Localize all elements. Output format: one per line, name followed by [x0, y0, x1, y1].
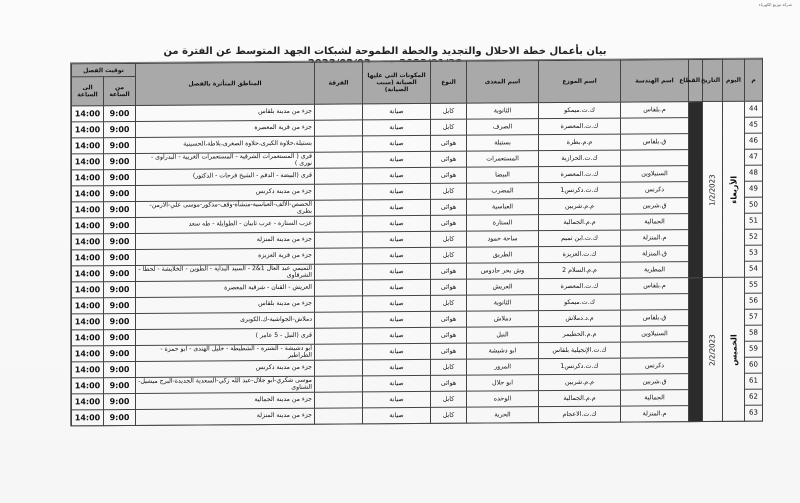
header-from: من الساعة [104, 76, 136, 105]
row-number: 46 [745, 133, 763, 149]
header-feeder: اسم المغذى [467, 61, 539, 104]
from-time-cell: 9:00 [104, 329, 136, 345]
components-cell: صيانة [363, 119, 431, 135]
type-cell: كابل [431, 183, 467, 199]
row-number: 54 [745, 261, 763, 277]
schedule-body [72, 101, 763, 426]
components-cell: صيانة [363, 167, 431, 183]
row-number: 57 [745, 309, 763, 325]
section-cell [315, 136, 363, 152]
to-time-cell: 14:00 [72, 218, 104, 234]
row-number: 49 [745, 181, 763, 197]
feeder-cell: دملاش [467, 311, 539, 328]
areas-cell: دملاش-الجواشية-ك.الكوبرى [136, 312, 315, 329]
components-cell: صيانة [363, 247, 431, 263]
feeder-cell: الحرية [467, 407, 539, 424]
type-cell: هوائى [431, 327, 467, 343]
type-cell: هوائى [431, 215, 467, 231]
date-cell: 2/2/2023 [703, 277, 723, 421]
distributor-cell: ك.ت.ميمكو [539, 102, 621, 119]
areas-cell: جزء من مدينة بلقاس [136, 296, 315, 313]
feeder-cell: المرور [467, 359, 539, 376]
components-cell: صيانة [363, 327, 431, 343]
from-time-cell: 9:00 [104, 377, 136, 393]
distributor-cell: ك.ت.الإنجيلية بلقاس [539, 342, 621, 359]
components-cell: صيانة [363, 151, 431, 167]
engineering-cell [621, 342, 689, 358]
section-cell [315, 216, 363, 232]
document-title: بيان بأعمال خطة الاحلال والتجديد والخطة الطموحة لشبكات الجهد المتوسط عن الفترة من [163, 46, 607, 57]
to-time-cell: 14:00 [72, 410, 104, 426]
feeder-cell: الستارة [467, 215, 539, 232]
components-cell: صيانة [363, 375, 431, 391]
header-section: الفرقة [315, 62, 363, 104]
engineering-cell: السنبلاوين [621, 166, 689, 182]
engineering-cell: م.بلقاس [621, 102, 689, 118]
distributor-cell: م.م.الجمالية [539, 390, 621, 407]
feeder-cell: المستعمرات [467, 151, 539, 168]
to-time-cell: 14:00 [72, 106, 104, 122]
distributor-cell: ك.ت.ميمكو [539, 294, 621, 311]
to-time-cell: 14:00 [72, 394, 104, 410]
feeder-cell: الوحده [467, 391, 539, 408]
engineering-cell: دكرنس [621, 182, 689, 198]
to-time-cell: 14:00 [72, 266, 104, 282]
to-time-cell: 14:00 [72, 362, 104, 378]
from-time-cell: 9:00 [104, 137, 136, 153]
section-cell [315, 248, 363, 264]
from-time-cell: 9:00 [104, 313, 136, 329]
components-cell: صيانة [363, 359, 431, 375]
type-cell: هوائى [431, 343, 467, 359]
type-cell: كابل [431, 295, 467, 311]
header-day: اليوم [723, 59, 745, 101]
row-number: 50 [745, 197, 763, 213]
section-cell [315, 328, 363, 344]
type-cell: هوائى [431, 151, 467, 167]
day-cell: الأربعاء [723, 101, 745, 277]
row-number: 58 [745, 325, 763, 341]
section-cell [315, 232, 363, 248]
row-number: 53 [745, 245, 763, 261]
feeder-cell: ابو جلال [467, 375, 539, 392]
to-time-cell: 14:00 [72, 250, 104, 266]
engineering-cell: الجمالية [621, 390, 689, 406]
to-time-cell: 14:00 [72, 314, 104, 330]
row-number: 60 [745, 357, 763, 373]
from-time-cell: 9:00 [104, 393, 136, 409]
section-cell [315, 104, 363, 120]
areas-cell: قرى (البيضة - الدقم - الشيخ فرحات - الدكتور) [136, 168, 315, 185]
from-time-cell: 9:00 [104, 281, 136, 297]
feeder-cell: الصرف [467, 119, 539, 136]
areas-cell: ابو دشيشة - الشترة - الشطيطة - خليل الهندى - ابو حمزة - الطراطير [136, 344, 315, 361]
row-number: 55 [745, 277, 763, 293]
feeder-cell: الثانوية [467, 103, 539, 120]
engineering-cell: دكرنس [621, 358, 689, 374]
areas-cell: العريش - القنان - شرقية المعصرة [136, 280, 315, 297]
header-type: النوع [431, 61, 467, 103]
type-cell: كابل [431, 119, 467, 135]
engineering-cell: ق.بلقاس [621, 134, 689, 150]
components-cell: صيانة [363, 279, 431, 295]
to-time-cell: 14:00 [72, 282, 104, 298]
distributor-cell: م.م.شربين [539, 198, 621, 215]
section-cell [315, 408, 363, 424]
day-cell: الخميس [723, 277, 745, 421]
components-cell: صيانة [363, 263, 431, 279]
from-time-cell: 9:00 [104, 169, 136, 185]
engineering-cell [621, 150, 689, 166]
areas-cell: جزء من مدينة المنزلة [136, 408, 315, 425]
from-time-cell: 9:00 [104, 185, 136, 201]
to-time-cell: 14:00 [72, 378, 104, 394]
feeder-cell: المضرب [467, 183, 539, 200]
section-cell [315, 168, 363, 184]
components-cell: صيانة [363, 103, 431, 119]
header-sector: القطاع [689, 60, 703, 102]
engineering-cell: م.المنزلة [621, 230, 689, 246]
areas-cell: جزء من قرية المعصرة [136, 120, 315, 137]
to-time-cell: 14:00 [72, 202, 104, 218]
from-time-cell: 9:00 [104, 153, 136, 169]
from-time-cell: 9:00 [104, 265, 136, 281]
from-time-cell: 9:00 [104, 105, 136, 121]
feeder-cell: ابو دشيشة [467, 343, 539, 360]
distributor-cell: ك.ت.المعصرة [539, 166, 621, 183]
distributor-cell: م.م.الحطيمر [539, 326, 621, 343]
from-time-cell: 9:00 [104, 297, 136, 313]
letterhead: شركة توزيع الكهرباء [758, 2, 792, 7]
row-number: 51 [745, 213, 763, 229]
section-cell [315, 184, 363, 200]
type-cell: هوائى [431, 263, 467, 279]
type-cell: هوائى [431, 199, 467, 215]
distributor-cell: ك.ت.ابن تميم [539, 230, 621, 247]
to-time-cell: 14:00 [72, 186, 104, 202]
section-cell [315, 376, 363, 392]
areas-cell: بستيلة،حلاوة الكبرى،حلاوة الصغرى،بلاطة،الحسينية [136, 136, 315, 153]
header-distributor: اسم الموزع [539, 60, 621, 103]
to-time-cell: 14:00 [72, 122, 104, 138]
distributor-cell: م.د.دملاش [539, 310, 621, 327]
table-header-row [72, 59, 763, 77]
feeder-cell: العريش [467, 279, 539, 296]
distributor-cell: م.م.شربين [539, 374, 621, 391]
areas-cell: جزء من مدينة دكرنس [136, 360, 315, 377]
type-cell: كابل [431, 247, 467, 263]
areas-cell: جزء من مدينة المنزلة [136, 232, 315, 249]
areas-cell: الحصص-الألف-العباسية-منشأة-وقف-مدكور-موسى علي-الارمن-بطرى [136, 200, 315, 217]
distributor-cell: ك.ت.المعصرة [539, 278, 621, 295]
areas-cell: جزء من مدينة دكرنس [136, 184, 315, 201]
areas-cell: موسى شكري-ابو جلال-عبد الله زكي-السعدية الجديدة-البرج ميشيل-الشناوى [136, 376, 315, 393]
section-cell [315, 152, 363, 168]
type-cell: كابل [431, 407, 467, 423]
feeder-cell: الثانوية [467, 295, 539, 312]
from-time-cell: 9:00 [104, 361, 136, 377]
to-time-cell: 14:00 [72, 138, 104, 154]
distributor-cell: ك.ت.المعصرة [539, 118, 621, 135]
row-number: 52 [745, 229, 763, 245]
table-row [72, 405, 763, 426]
engineering-cell: ق.شربين [621, 374, 689, 390]
components-cell: صيانة [363, 407, 431, 423]
row-number: 47 [745, 149, 763, 165]
distributor-cell: م.م.الجمالية [539, 214, 621, 231]
feeder-cell: النيل [467, 327, 539, 344]
type-cell: كابل [431, 231, 467, 247]
areas-cell: قرى ( المستعمرات الشرقية - المستعمرات الغربية - البدراوى - نورى ) [136, 152, 315, 169]
engineering-cell: م.بلقاس [621, 278, 689, 294]
distributor-cell: ك.ت.الاعجام [539, 406, 621, 423]
row-number: 62 [745, 389, 763, 405]
feeder-cell: ساحة حمود [467, 231, 539, 248]
components-cell: صيانة [363, 215, 431, 231]
from-time-cell: 9:00 [104, 217, 136, 233]
header-date: التاريخ [703, 59, 723, 101]
engineering-cell: السنبلاوين [621, 326, 689, 342]
header-cutoff: توقيت الفصل [72, 63, 136, 76]
row-number: 56 [745, 293, 763, 309]
to-time-cell: 14:00 [72, 154, 104, 170]
row-number: 45 [745, 117, 763, 133]
components-cell: صيانة [363, 183, 431, 199]
type-cell: كابل [431, 359, 467, 375]
to-time-cell: 14:00 [72, 170, 104, 186]
type-cell: كابل [431, 103, 467, 119]
distributor-cell: م.م.السلام 2 [539, 262, 621, 279]
engineering-cell: الجمالية [621, 214, 689, 230]
engineering-cell: المطرية [621, 262, 689, 278]
header-num: م [745, 59, 763, 101]
type-cell: هوائى [431, 167, 467, 183]
section-cell [315, 264, 363, 280]
section-cell [315, 344, 363, 360]
type-cell: هوائى [431, 375, 467, 391]
header-components: المكونات التي عليها الصيانة (سبب الصيانة) [363, 61, 431, 103]
distributor-cell: م.م.بطرة [539, 134, 621, 151]
distributor-cell: ك.ت.دكرنس1 [539, 358, 621, 375]
feeder-cell: بستيلة [467, 135, 539, 152]
areas-cell: قرى (النيل - 5 عامر ) [136, 328, 315, 345]
components-cell: صيانة [363, 391, 431, 407]
from-time-cell: 9:00 [104, 233, 136, 249]
section-cell [315, 296, 363, 312]
section-cell [315, 120, 363, 136]
section-cell [315, 360, 363, 376]
to-time-cell: 14:00 [72, 330, 104, 346]
from-time-cell: 9:00 [104, 345, 136, 361]
engineering-cell: م.المنزلة [621, 406, 689, 422]
to-time-cell: 14:00 [72, 234, 104, 250]
distributor-cell: ك.ت.الحرازية [539, 150, 621, 167]
areas-cell: جزء من مدينة بلقاس [136, 104, 315, 121]
components-cell: صيانة [363, 311, 431, 327]
engineering-cell [621, 118, 689, 134]
header-areas: المناطق المتأثرة بالفصل [136, 62, 315, 105]
components-cell: صيانة [363, 135, 431, 151]
type-cell: كابل [431, 391, 467, 407]
areas-cell: عزب الستارة - عرب ثابيان - الطوايلة - طه سعد [136, 216, 315, 233]
engineering-cell [621, 294, 689, 310]
engineering-cell: ق.المنزلة [621, 246, 689, 262]
feeder-cell: البيضا [467, 167, 539, 184]
type-cell: هوائى [431, 135, 467, 151]
header-engineering: اسم الهندسة [621, 60, 689, 102]
engineering-cell: ق.شربين [621, 198, 689, 214]
row-number: 59 [745, 341, 763, 357]
components-cell: صيانة [363, 343, 431, 359]
section-cell [315, 392, 363, 408]
areas-cell: التميمي عبد العال 1&2 - السيد البداية - الطوين - الخلايشة - لحطا - الشرقاوى [136, 264, 315, 281]
to-time-cell: 14:00 [72, 298, 104, 314]
engineering-cell: ق.بلقاس [621, 310, 689, 326]
header-to: الى الساعة [72, 77, 104, 106]
components-cell: صيانة [363, 199, 431, 215]
from-time-cell: 9:00 [104, 201, 136, 217]
components-cell: صيانة [363, 295, 431, 311]
type-cell: هوائى [431, 279, 467, 295]
schedule-table [71, 59, 763, 427]
section-cell [315, 312, 363, 328]
to-time-cell: 14:00 [72, 346, 104, 362]
from-time-cell: 9:00 [104, 409, 136, 425]
from-time-cell: 9:00 [104, 249, 136, 265]
distributor-cell: ك.ت.العزيزة [539, 246, 621, 263]
areas-cell: جزء من قرية العزيزة [136, 248, 315, 265]
type-cell: هوائى [431, 311, 467, 327]
components-cell: صيانة [363, 231, 431, 247]
distributor-cell: ك.ت.دكرنس1 [539, 182, 621, 199]
feeder-cell: الطريق [467, 247, 539, 264]
section-cell [315, 280, 363, 296]
row-number: 63 [745, 405, 763, 421]
schedule-table-wrap [70, 58, 763, 427]
row-number: 44 [745, 101, 763, 117]
section-cell [315, 200, 363, 216]
from-time-cell: 9:00 [104, 121, 136, 137]
date-cell: 1/2/2023 [703, 101, 723, 277]
row-number: 61 [745, 373, 763, 389]
sector-cell [689, 278, 703, 422]
row-number: 48 [745, 165, 763, 181]
sector-cell [689, 102, 703, 278]
feeder-cell: العباسية [467, 199, 539, 216]
feeder-cell: وش بحر حادوس [467, 263, 539, 280]
areas-cell: جزء من مدينة الجمالية [136, 392, 315, 409]
